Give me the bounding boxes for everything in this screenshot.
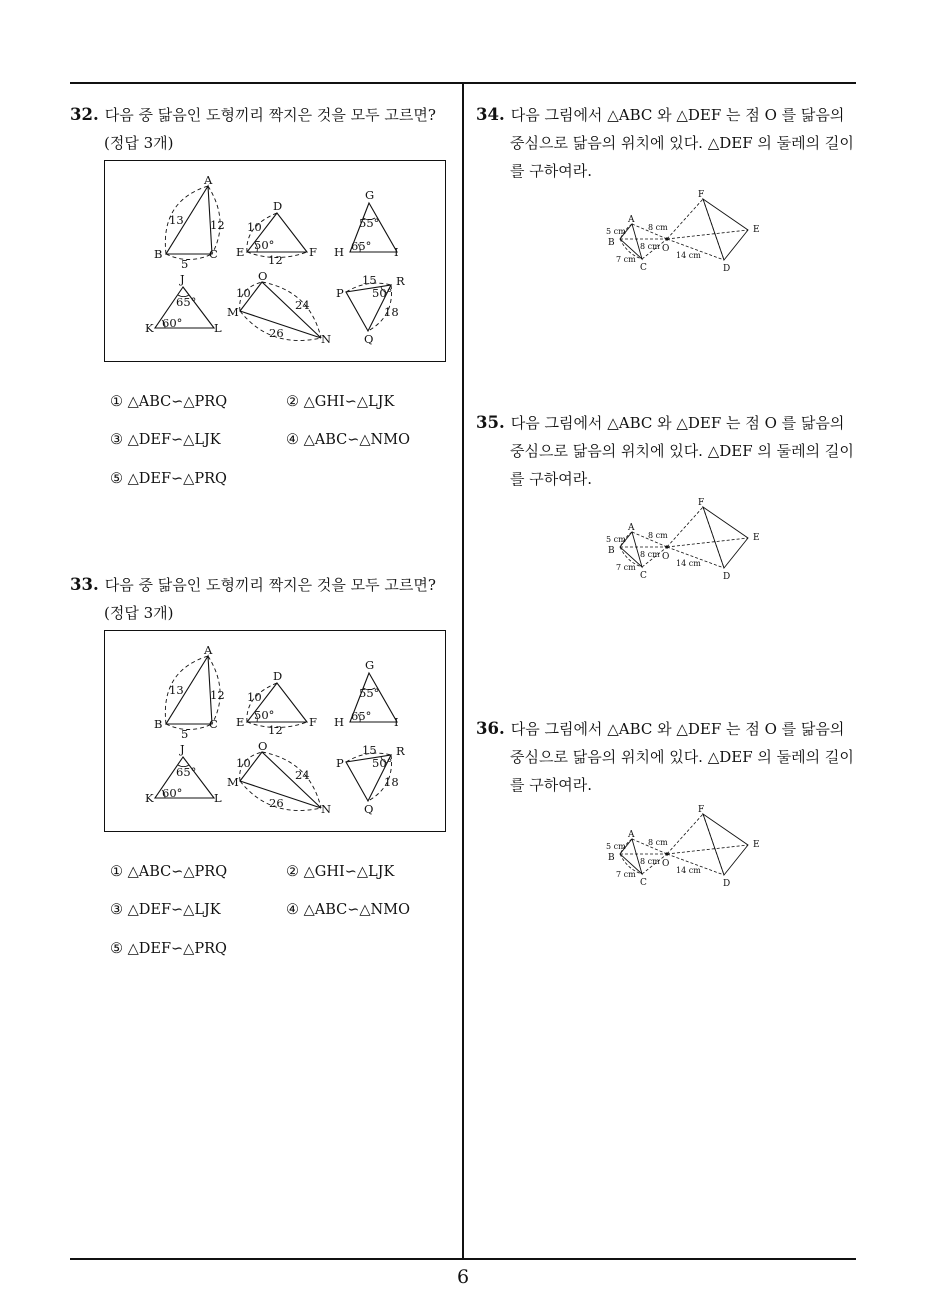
question-text: 다음 그림에서 △ABC 와 △DEF 는 점 O 를 닮음의 bbox=[510, 414, 845, 432]
vertex-label-D: D bbox=[723, 264, 731, 274]
vertex-label-A: A bbox=[628, 523, 635, 533]
angle-E: 50° bbox=[254, 238, 275, 252]
vertex-label-I: I bbox=[394, 715, 399, 729]
option-1[interactable]: ① △ABC∽△PRQ bbox=[110, 394, 228, 410]
question-text: 중심으로 닮음의 위치에 있다. △DEF 의 둘레의 길이 bbox=[510, 748, 854, 766]
vertex-label-F: F bbox=[698, 498, 705, 508]
length-BC: 7 cm bbox=[616, 870, 636, 879]
angle-K: 60° bbox=[162, 316, 183, 330]
option-2[interactable]: ② △GHI∽△LJK bbox=[286, 864, 395, 880]
vertex-label-Q: Q bbox=[364, 332, 374, 346]
vertex-label-M: M bbox=[227, 775, 239, 789]
option-4[interactable]: ④ △ABC∽△NMO bbox=[286, 902, 410, 918]
side-length-5: 5 bbox=[181, 727, 189, 741]
question-34 bbox=[476, 101, 862, 185]
side-length-24: 24 bbox=[295, 298, 310, 312]
vertex-label-F: F bbox=[698, 190, 705, 200]
side-length-26: 26 bbox=[269, 326, 284, 340]
length-OD: 14 cm bbox=[676, 559, 701, 568]
question-text: 다음 중 닮음인 도형끼리 짝지은 것을 모두 고르면? bbox=[104, 106, 436, 124]
option-5[interactable]: ⑤ △DEF∽△PRQ bbox=[110, 941, 227, 957]
vertex-label-A: A bbox=[628, 215, 635, 225]
length-OD: 14 cm bbox=[676, 251, 701, 260]
angle-G: 55° bbox=[359, 216, 380, 230]
vertex-label-Q: Q bbox=[364, 802, 374, 816]
question-text: 다음 중 닮음인 도형끼리 짝지은 것을 모두 고르면? bbox=[104, 576, 436, 594]
vertex-label-P: P bbox=[336, 286, 344, 300]
question-32 bbox=[70, 101, 462, 157]
vertex-label-K: K bbox=[145, 791, 154, 805]
side-length-10: 10 bbox=[247, 220, 262, 234]
triangle-figure bbox=[105, 161, 445, 361]
angle-R: 50° bbox=[372, 756, 393, 770]
vertex-label-A: A bbox=[628, 830, 635, 840]
vertex-label-E: E bbox=[236, 715, 245, 729]
angle-E: 50° bbox=[254, 708, 275, 722]
vertex-label-A: A bbox=[204, 643, 213, 657]
question-number: 36. bbox=[476, 719, 505, 738]
length-AB: 5 cm bbox=[606, 227, 626, 236]
length-AO: 8 cm bbox=[648, 223, 668, 232]
vertex-label-B: B bbox=[154, 247, 163, 261]
side-length-12b: 12 bbox=[268, 723, 283, 737]
vertex-label-F: F bbox=[309, 245, 317, 259]
question-text: 다음 그림에서 △ABC 와 △DEF 는 점 O 를 닮음의 bbox=[510, 106, 845, 124]
side-length-10b: 10 bbox=[236, 756, 251, 770]
side-length-18: 18 bbox=[384, 775, 399, 789]
vertex-label-J: J bbox=[180, 742, 185, 756]
vertex-label-B: B bbox=[608, 546, 615, 556]
option-4[interactable]: ④ △ABC∽△NMO bbox=[286, 432, 410, 448]
side-length-18: 18 bbox=[384, 305, 399, 319]
vertex-label-R: R bbox=[396, 744, 405, 758]
side-length-12: 12 bbox=[210, 688, 225, 702]
vertex-label-D: D bbox=[723, 879, 731, 889]
vertex-label-C: C bbox=[640, 263, 647, 273]
length-BO: 8 cm bbox=[640, 550, 660, 559]
vertex-label-H: H bbox=[334, 715, 345, 729]
side-length-26: 26 bbox=[269, 796, 284, 810]
vertex-label-A: A bbox=[204, 173, 213, 187]
vertex-label-P: P bbox=[336, 756, 344, 770]
triangle-figure bbox=[105, 631, 445, 831]
vertex-label-J: J bbox=[180, 272, 185, 286]
vertex-label-E: E bbox=[236, 245, 245, 259]
length-AB: 5 cm bbox=[606, 535, 626, 544]
vertex-label-H: H bbox=[334, 245, 345, 259]
vertex-label-O: O bbox=[662, 859, 670, 869]
vertex-label-C: C bbox=[640, 571, 647, 581]
vertex-label-C: C bbox=[209, 247, 218, 261]
length-BO: 8 cm bbox=[640, 857, 660, 866]
side-length-24: 24 bbox=[295, 768, 310, 782]
vertex-label-D: D bbox=[273, 669, 283, 683]
bottom-rule bbox=[70, 1258, 856, 1260]
length-AO: 8 cm bbox=[648, 838, 668, 847]
length-AB: 5 cm bbox=[606, 842, 626, 851]
question-number: 32. bbox=[70, 105, 99, 124]
vertex-label-E: E bbox=[753, 533, 760, 543]
vertex-label-B: B bbox=[608, 853, 615, 863]
vertex-label-I: I bbox=[394, 245, 399, 259]
option-2[interactable]: ② △GHI∽△LJK bbox=[286, 394, 395, 410]
side-length-12: 12 bbox=[210, 218, 225, 232]
homothety-figure bbox=[600, 494, 770, 586]
triangle-figure-box bbox=[104, 160, 446, 362]
option-3[interactable]: ③ △DEF∽△LJK bbox=[110, 902, 221, 918]
side-length-5: 5 bbox=[181, 257, 189, 271]
vertex-label-E: E bbox=[753, 225, 760, 235]
vertex-label-B: B bbox=[154, 717, 163, 731]
question-text: 다음 그림에서 △ABC 와 △DEF 는 점 O 를 닮음의 bbox=[510, 720, 845, 738]
side-length-13: 13 bbox=[169, 213, 184, 227]
question-text: 를 구하여라. bbox=[510, 162, 592, 180]
angle-G: 55° bbox=[359, 686, 380, 700]
question-number: 35. bbox=[476, 413, 505, 432]
vertex-label-D: D bbox=[273, 199, 283, 213]
angle-J: 65° bbox=[176, 295, 197, 309]
length-BO: 8 cm bbox=[640, 242, 660, 251]
question-note: (정답 3개) bbox=[104, 134, 174, 152]
side-length-13: 13 bbox=[169, 683, 184, 697]
vertex-label-M: M bbox=[227, 305, 239, 319]
side-length-12b: 12 bbox=[268, 253, 283, 267]
triangle-figure-box bbox=[104, 630, 446, 832]
vertex-label-D: D bbox=[723, 572, 731, 582]
vertex-label-L: L bbox=[214, 791, 222, 805]
question-text: 중심으로 닮음의 위치에 있다. △DEF 의 둘레의 길이 bbox=[510, 134, 854, 152]
question-text: 중심으로 닮음의 위치에 있다. △DEF 의 둘레의 길이 bbox=[510, 442, 854, 460]
question-text: 를 구하여라. bbox=[510, 470, 592, 488]
angle-H: 65° bbox=[351, 709, 372, 723]
side-length-15: 15 bbox=[362, 743, 377, 757]
vertex-label-E: E bbox=[753, 840, 760, 850]
option-5[interactable]: ⑤ △DEF∽△PRQ bbox=[110, 471, 227, 487]
homothety-figure bbox=[600, 186, 770, 278]
question-text: 를 구하여라. bbox=[510, 776, 592, 794]
vertex-label-N: N bbox=[321, 802, 332, 816]
vertex-label-O: O bbox=[258, 739, 268, 753]
angle-J: 65° bbox=[176, 765, 197, 779]
question-number: 34. bbox=[476, 105, 505, 124]
side-length-10b: 10 bbox=[236, 286, 251, 300]
vertex-label-B: B bbox=[608, 238, 615, 248]
vertex-label-R: R bbox=[396, 274, 405, 288]
vertex-label-F: F bbox=[698, 805, 705, 815]
length-OD: 14 cm bbox=[676, 866, 701, 875]
vertex-label-G: G bbox=[365, 658, 375, 672]
question-33 bbox=[70, 571, 462, 627]
vertex-label-O: O bbox=[662, 244, 670, 254]
option-3[interactable]: ③ △DEF∽△LJK bbox=[110, 432, 221, 448]
vertex-label-C: C bbox=[209, 717, 218, 731]
vertex-label-C: C bbox=[640, 878, 647, 888]
angle-K: 60° bbox=[162, 786, 183, 800]
page-number: 6 bbox=[456, 1266, 470, 1288]
question-35 bbox=[476, 409, 862, 493]
length-AO: 8 cm bbox=[648, 531, 668, 540]
vertex-label-G: G bbox=[365, 188, 375, 202]
length-BC: 7 cm bbox=[616, 563, 636, 572]
vertex-label-O: O bbox=[258, 269, 268, 283]
option-1[interactable]: ① △ABC∽△PRQ bbox=[110, 864, 228, 880]
length-BC: 7 cm bbox=[616, 255, 636, 264]
side-length-10: 10 bbox=[247, 690, 262, 704]
question-number: 33. bbox=[70, 575, 99, 594]
side-length-15: 15 bbox=[362, 273, 377, 287]
vertex-label-F: F bbox=[309, 715, 317, 729]
column-divider bbox=[462, 83, 464, 1259]
homothety-figure bbox=[600, 801, 770, 893]
angle-H: 65° bbox=[351, 239, 372, 253]
vertex-label-K: K bbox=[145, 321, 154, 335]
vertex-label-O: O bbox=[662, 552, 670, 562]
angle-R: 50° bbox=[372, 286, 393, 300]
vertex-label-N: N bbox=[321, 332, 332, 346]
vertex-label-L: L bbox=[214, 321, 222, 335]
question-36 bbox=[476, 715, 862, 799]
question-note: (정답 3개) bbox=[104, 604, 174, 622]
